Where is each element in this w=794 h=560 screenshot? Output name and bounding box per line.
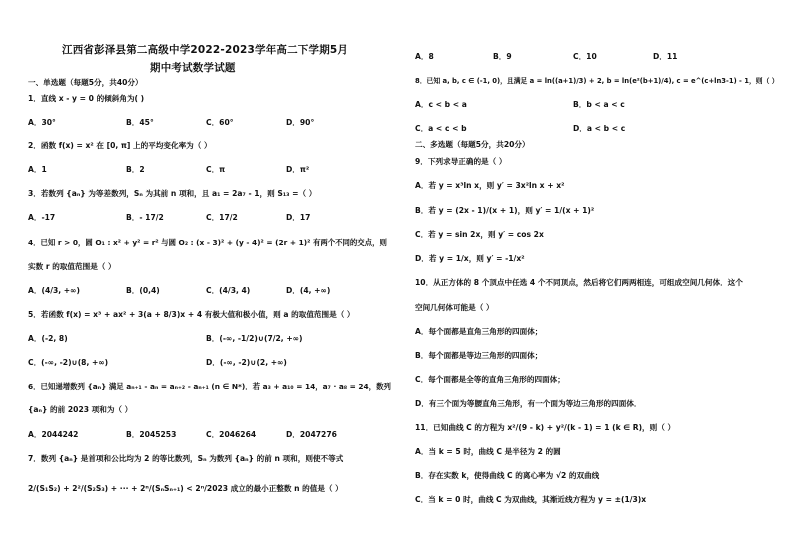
q9-stem: 9．下列求导正确的是（ ） [415, 157, 507, 166]
q1-option-b: B．45° [126, 118, 154, 127]
q6-stem-line1: 6．已知递增数列 {aₙ} 满足 aₙ₊₁ - aₙ = aₙ₊₂ - aₙ₊₁ (n ∈ N*)．若 a₃ + a₁₀ = 14，a₇ · a₈ = 24，数列 [28, 382, 391, 391]
q2-stem: 2．函数 f(x) = x² 在 [0, π] 上的平均变化率为（ ） [28, 141, 212, 150]
q9-option-c: C．若 y = sin 2x，则 y′ = cos 2x [415, 230, 544, 239]
q9-option-b: B．若 y = (2x - 1)/(x + 1)，则 y′ = 1/(x + 1)² [415, 206, 595, 215]
q10-option-a: A．每个面都是直角三角形的四面体； [415, 327, 543, 336]
q4-stem-line2: 实数 r 的取值范围是（ ） [28, 262, 116, 271]
q7-option-a: A．8 [415, 52, 434, 61]
q5-stem: 5．若函数 f(x) = x³ + ax² + 3(a + 8/3)x + 4 有极大值和极小值，则 a 的取值范围是（ ） [28, 310, 355, 319]
q5-option-a: A．(-2, 8) [28, 334, 68, 343]
q6-stem-line2: {aₙ} 的前 2023 项和为（ ） [28, 405, 133, 414]
q8-option-a: A．c < b < a [415, 100, 467, 109]
q6-option-b: B．2045253 [126, 430, 177, 439]
q1-stem: 1．直线 x - y = 0 的倾斜角为( ) [28, 94, 145, 103]
q7-option-d: D．11 [653, 52, 678, 61]
q9-option-a: A．若 y = x³ln x，则 y′ = 3x²ln x + x² [415, 181, 565, 190]
q6-option-c: C．2046264 [206, 430, 257, 439]
q10-stem-line2: 空间几何体可能是（ ） [415, 303, 494, 312]
q6-option-a: A．2044242 [28, 430, 79, 439]
q7-option-b: B．9 [493, 52, 512, 61]
q7-option-c: C．10 [573, 52, 597, 61]
section-multi-choice: 二、多选题（每题5分，共20分） [415, 140, 530, 149]
q3-option-d: D．17 [286, 213, 311, 222]
q2-option-c: C．π [206, 165, 226, 174]
q4-option-d: D．(4, +∞) [286, 286, 331, 295]
q4-option-a: A．(4/3, +∞) [28, 286, 80, 295]
q11-option-a: A．当 k = 5 时，曲线 C 是半径为 2 的圆 [415, 447, 561, 456]
q8-option-b: B．b < a < c [573, 100, 625, 109]
q4-stem-line1: 4．已知 r > 0，圆 O₁ : x² + y² = r² 与圆 O₂ : (x - 3)² + (y - 4)² = (2r + 1)² 有两个不同的交点，则 [28, 238, 387, 247]
q8-option-d: D．a < b < c [573, 124, 626, 133]
q1-option-c: C．60° [206, 118, 234, 127]
q2-option-d: D．π² [286, 165, 310, 174]
exam-title-line2: 期中考试数学试题 [150, 62, 236, 74]
q11-stem: 11．已知曲线 C 的方程为 x²/(9 - k) + y²/(k - 1) = 1 (k ∈ R)，则（ ） [415, 423, 676, 432]
q4-option-b: B．(0,4) [126, 286, 160, 295]
section-single-choice: 一、单选题（每题5分，共40分） [28, 78, 143, 87]
q3-option-a: A．-17 [28, 213, 56, 222]
q9-option-d: D．若 y = 1/x，则 y′ = -1/x² [415, 254, 525, 263]
q10-option-c: C．每个面都是全等的直角三角形的四面体； [415, 375, 565, 384]
q10-option-b: B．每个面都是等边三角形的四面体； [415, 351, 543, 360]
q1-option-a: A．30° [28, 118, 56, 127]
q11-option-b: B．存在实数 k，使得曲线 C 的离心率为 √2 的双曲线 [415, 471, 600, 480]
q7-stem-line1: 7．数列 {aₙ} 是首项和公比均为 2 的等比数列，Sₙ 为数列 {aₙ} 的前 n 项和，则使不等式 [28, 454, 344, 463]
q4-option-c: C．(4/3, 4) [206, 286, 251, 295]
exam-title-line1: 江西省彭泽县第二高级中学2022-2023学年高二下学期5月 [62, 44, 349, 56]
q2-option-b: B．2 [126, 165, 145, 174]
q10-option-d: D．有三个面为等腰直角三角形，有一个面为等边三角形的四面体． [415, 399, 642, 408]
q3-option-b: B．- 17/2 [126, 213, 164, 222]
q10-stem-line1: 10．从正方体的 8 个顶点中任选 4 个不同顶点，然后将它们两两相连，可组成空间几何体．这个 [415, 278, 743, 287]
q6-option-d: D．2047276 [286, 430, 337, 439]
q5-option-b: B．(-∞, -1/2)∪(7/2, +∞) [206, 334, 303, 343]
q3-stem: 3．若数列 {aₙ} 为等差数列，Sₙ 为其前 n 项和，且 a₁ = 2a₇ - 1，则 S₁₃ =（ ） [28, 189, 317, 198]
q8-stem: 8．已知 a, b, c ∈ (-1, 0)，且满足 a = ln((a+1)/3) + 2, b = ln(e²(b+1)/4), c = e^(c+ln3-1) - 1，则（ ） [415, 77, 779, 85]
q11-option-c: C．当 k = 0 时，曲线 C 为双曲线，其渐近线方程为 y = ±(1/3)x [415, 495, 647, 504]
q2-option-a: A．1 [28, 165, 47, 174]
q7-stem-line2: 2/(S₁S₂) + 2²/(S₂S₃) + ··· + 2ⁿ/(SₙSₙ₊₁) < 2ⁿ/2023 成立的最小正整数 n 的值是（ ） [28, 484, 343, 493]
q8-option-c: C．a < c < b [415, 124, 467, 133]
q1-option-d: D．90° [286, 118, 315, 127]
q5-option-c: C．(-∞, -2)∪(8, +∞) [28, 358, 109, 367]
q3-option-c: C．17/2 [206, 213, 238, 222]
q5-option-d: D．(-∞, -2)∪(2, +∞) [206, 358, 287, 367]
